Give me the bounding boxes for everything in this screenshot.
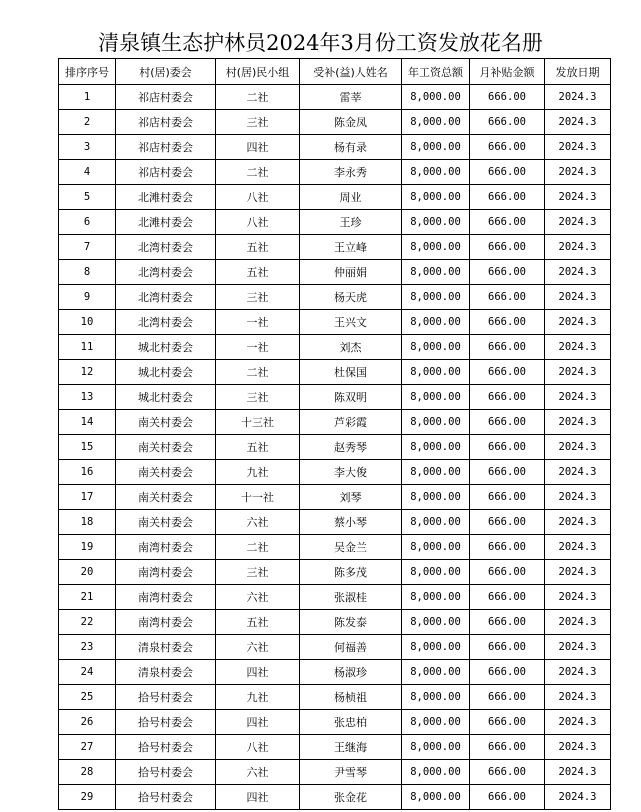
beneficiary-name-cell: 张金花 xyxy=(300,785,402,810)
table-header-row xyxy=(59,59,611,85)
village-group-cell: 五社 xyxy=(216,610,300,635)
village-group-cell: 四社 xyxy=(216,660,300,685)
monthly-subsidy-cell: 666.00 xyxy=(470,285,545,310)
table-row xyxy=(59,335,611,360)
table-row xyxy=(59,710,611,735)
monthly-subsidy-cell: 666.00 xyxy=(470,710,545,735)
payment-date-cell: 2024.3 xyxy=(545,635,611,660)
village-committee-cell: 清泉村委会 xyxy=(116,635,216,660)
table-row xyxy=(59,285,611,310)
beneficiary-name-cell: 杜保国 xyxy=(300,360,402,385)
table-row xyxy=(59,410,611,435)
payment-date-cell: 2024.3 xyxy=(545,660,611,685)
payment-date-cell: 2024.3 xyxy=(545,510,611,535)
beneficiary-name-cell: 张忠柏 xyxy=(300,710,402,735)
village-committee-cell: 南关村委会 xyxy=(116,460,216,485)
monthly-subsidy-cell: 666.00 xyxy=(470,535,545,560)
beneficiary-name-cell: 杨天虎 xyxy=(300,285,402,310)
village-group-cell: 五社 xyxy=(216,235,300,260)
payment-date-cell: 2024.3 xyxy=(545,235,611,260)
village-group-cell: 六社 xyxy=(216,510,300,535)
table-row xyxy=(59,310,611,335)
header-annual-salary: 年工资总额 xyxy=(402,59,470,85)
annual-salary-cell: 8,000.00 xyxy=(402,560,470,585)
monthly-subsidy-cell: 666.00 xyxy=(470,585,545,610)
serial-cell: 5 xyxy=(59,185,116,210)
serial-cell: 2 xyxy=(59,110,116,135)
monthly-subsidy-cell: 666.00 xyxy=(470,185,545,210)
annual-salary-cell: 8,000.00 xyxy=(402,685,470,710)
serial-cell: 21 xyxy=(59,585,116,610)
annual-salary-cell: 8,000.00 xyxy=(402,235,470,260)
payment-date-cell: 2024.3 xyxy=(545,585,611,610)
village-group-cell: 九社 xyxy=(216,685,300,710)
annual-salary-cell: 8,000.00 xyxy=(402,710,470,735)
village-group-cell: 一社 xyxy=(216,335,300,360)
header-serial: 排序序号 xyxy=(59,59,116,85)
village-group-cell: 二社 xyxy=(216,85,300,110)
page-title: 清泉镇生态护林员2024年3月份工资发放花名册 xyxy=(98,31,543,55)
annual-salary-cell: 8,000.00 xyxy=(402,535,470,560)
table-row xyxy=(59,160,611,185)
beneficiary-name-cell: 杨有录 xyxy=(300,135,402,160)
monthly-subsidy-cell: 666.00 xyxy=(470,735,545,760)
village-group-cell: 十三社 xyxy=(216,410,300,435)
beneficiary-name-cell: 赵秀琴 xyxy=(300,435,402,460)
table-row xyxy=(59,560,611,585)
village-group-cell: 三社 xyxy=(216,110,300,135)
beneficiary-name-cell: 王兴文 xyxy=(300,310,402,335)
village-committee-cell: 祁店村委会 xyxy=(116,85,216,110)
annual-salary-cell: 8,000.00 xyxy=(402,460,470,485)
header-monthly-subsidy: 月补贴金额 xyxy=(470,59,545,85)
monthly-subsidy-cell: 666.00 xyxy=(470,510,545,535)
monthly-subsidy-cell: 666.00 xyxy=(470,610,545,635)
beneficiary-name-cell: 吴金兰 xyxy=(300,535,402,560)
serial-cell: 8 xyxy=(59,260,116,285)
table-row xyxy=(59,635,611,660)
annual-salary-cell: 8,000.00 xyxy=(402,335,470,360)
annual-salary-cell: 8,000.00 xyxy=(402,85,470,110)
payment-date-cell: 2024.3 xyxy=(545,335,611,360)
monthly-subsidy-cell: 666.00 xyxy=(470,210,545,235)
annual-salary-cell: 8,000.00 xyxy=(402,510,470,535)
payment-date-cell: 2024.3 xyxy=(545,185,611,210)
village-committee-cell: 南关村委会 xyxy=(116,510,216,535)
village-committee-cell: 南关村委会 xyxy=(116,435,216,460)
monthly-subsidy-cell: 666.00 xyxy=(470,485,545,510)
table-row xyxy=(59,610,611,635)
serial-cell: 24 xyxy=(59,660,116,685)
table-row xyxy=(59,210,611,235)
payment-date-cell: 2024.3 xyxy=(545,260,611,285)
annual-salary-cell: 8,000.00 xyxy=(402,610,470,635)
monthly-subsidy-cell: 666.00 xyxy=(470,685,545,710)
monthly-subsidy-cell: 666.00 xyxy=(470,410,545,435)
table-row xyxy=(59,585,611,610)
village-committee-cell: 北滩村委会 xyxy=(116,210,216,235)
monthly-subsidy-cell: 666.00 xyxy=(470,135,545,160)
table-row xyxy=(59,535,611,560)
beneficiary-name-cell: 李永秀 xyxy=(300,160,402,185)
beneficiary-name-cell: 陈发泰 xyxy=(300,610,402,635)
village-committee-cell: 拾号村委会 xyxy=(116,785,216,810)
serial-cell: 7 xyxy=(59,235,116,260)
village-committee-cell: 北湾村委会 xyxy=(116,310,216,335)
beneficiary-name-cell: 何福善 xyxy=(300,635,402,660)
payment-date-cell: 2024.3 xyxy=(545,485,611,510)
payment-date-cell: 2024.3 xyxy=(545,410,611,435)
village-committee-cell: 清泉村委会 xyxy=(116,660,216,685)
annual-salary-cell: 8,000.00 xyxy=(402,585,470,610)
village-committee-cell: 城北村委会 xyxy=(116,360,216,385)
beneficiary-name-cell: 李大俊 xyxy=(300,460,402,485)
annual-salary-cell: 8,000.00 xyxy=(402,635,470,660)
village-committee-cell: 拾号村委会 xyxy=(116,735,216,760)
payment-date-cell: 2024.3 xyxy=(545,760,611,785)
village-group-cell: 九社 xyxy=(216,460,300,485)
monthly-subsidy-cell: 666.00 xyxy=(470,760,545,785)
serial-cell: 4 xyxy=(59,160,116,185)
village-group-cell: 四社 xyxy=(216,785,300,810)
village-group-cell: 八社 xyxy=(216,210,300,235)
monthly-subsidy-cell: 666.00 xyxy=(470,435,545,460)
monthly-subsidy-cell: 666.00 xyxy=(470,635,545,660)
village-group-cell: 三社 xyxy=(216,560,300,585)
village-group-cell: 二社 xyxy=(216,360,300,385)
serial-cell: 11 xyxy=(59,335,116,360)
beneficiary-name-cell: 陈双明 xyxy=(300,385,402,410)
table-row xyxy=(59,110,611,135)
serial-cell: 23 xyxy=(59,635,116,660)
village-group-cell: 四社 xyxy=(216,710,300,735)
serial-cell: 15 xyxy=(59,435,116,460)
village-group-cell: 三社 xyxy=(216,285,300,310)
header-payment-date: 发放日期 xyxy=(545,59,611,85)
payment-date-cell: 2024.3 xyxy=(545,160,611,185)
annual-salary-cell: 8,000.00 xyxy=(402,660,470,685)
table-row xyxy=(59,510,611,535)
table-body xyxy=(59,85,611,810)
annual-salary-cell: 8,000.00 xyxy=(402,135,470,160)
beneficiary-name-cell: 陈多茂 xyxy=(300,560,402,585)
beneficiary-name-cell: 王继海 xyxy=(300,735,402,760)
village-committee-cell: 拾号村委会 xyxy=(116,760,216,785)
payment-date-cell: 2024.3 xyxy=(545,435,611,460)
serial-cell: 17 xyxy=(59,485,116,510)
annual-salary-cell: 8,000.00 xyxy=(402,410,470,435)
village-committee-cell: 南湾村委会 xyxy=(116,535,216,560)
village-group-cell: 三社 xyxy=(216,385,300,410)
village-committee-cell: 城北村委会 xyxy=(116,335,216,360)
payment-date-cell: 2024.3 xyxy=(545,135,611,160)
table-row xyxy=(59,760,611,785)
payment-date-cell: 2024.3 xyxy=(545,710,611,735)
serial-cell: 22 xyxy=(59,610,116,635)
table-row xyxy=(59,660,611,685)
monthly-subsidy-cell: 666.00 xyxy=(470,160,545,185)
table-row xyxy=(59,235,611,260)
beneficiary-name-cell: 周业 xyxy=(300,185,402,210)
table-row xyxy=(59,435,611,460)
annual-salary-cell: 8,000.00 xyxy=(402,385,470,410)
monthly-subsidy-cell: 666.00 xyxy=(470,110,545,135)
village-group-cell: 四社 xyxy=(216,135,300,160)
payment-date-cell: 2024.3 xyxy=(545,310,611,335)
village-committee-cell: 北湾村委会 xyxy=(116,235,216,260)
table-row xyxy=(59,785,611,810)
village-committee-cell: 祁店村委会 xyxy=(116,135,216,160)
table-row xyxy=(59,260,611,285)
serial-cell: 19 xyxy=(59,535,116,560)
beneficiary-name-cell: 雷莘 xyxy=(300,85,402,110)
payment-date-cell: 2024.3 xyxy=(545,285,611,310)
payment-date-cell: 2024.3 xyxy=(545,460,611,485)
serial-cell: 3 xyxy=(59,135,116,160)
payment-date-cell: 2024.3 xyxy=(545,210,611,235)
beneficiary-name-cell: 芦彩霞 xyxy=(300,410,402,435)
annual-salary-cell: 8,000.00 xyxy=(402,210,470,235)
village-committee-cell: 北湾村委会 xyxy=(116,260,216,285)
table-row xyxy=(59,385,611,410)
annual-salary-cell: 8,000.00 xyxy=(402,160,470,185)
monthly-subsidy-cell: 666.00 xyxy=(470,560,545,585)
village-committee-cell: 南湾村委会 xyxy=(116,560,216,585)
table-row xyxy=(59,85,611,110)
monthly-subsidy-cell: 666.00 xyxy=(470,460,545,485)
serial-cell: 16 xyxy=(59,460,116,485)
village-group-cell: 二社 xyxy=(216,160,300,185)
village-committee-cell: 北湾村委会 xyxy=(116,285,216,310)
table-row xyxy=(59,685,611,710)
payment-date-cell: 2024.3 xyxy=(545,385,611,410)
village-committee-cell: 拾号村委会 xyxy=(116,685,216,710)
village-committee-cell: 拾号村委会 xyxy=(116,710,216,735)
beneficiary-name-cell: 尹雪琴 xyxy=(300,760,402,785)
annual-salary-cell: 8,000.00 xyxy=(402,360,470,385)
header-beneficiary-name: 受补(益)人姓名 xyxy=(300,59,402,85)
monthly-subsidy-cell: 666.00 xyxy=(470,335,545,360)
payment-date-cell: 2024.3 xyxy=(545,735,611,760)
table-row xyxy=(59,360,611,385)
table-row xyxy=(59,485,611,510)
beneficiary-name-cell: 王立峰 xyxy=(300,235,402,260)
payment-date-cell: 2024.3 xyxy=(545,685,611,710)
header-village-committee: 村(居)委会 xyxy=(116,59,216,85)
payment-date-cell: 2024.3 xyxy=(545,560,611,585)
beneficiary-name-cell: 仲丽娟 xyxy=(300,260,402,285)
village-group-cell: 一社 xyxy=(216,310,300,335)
beneficiary-name-cell: 杨桢祖 xyxy=(300,685,402,710)
serial-cell: 29 xyxy=(59,785,116,810)
annual-salary-cell: 8,000.00 xyxy=(402,185,470,210)
table-row xyxy=(59,185,611,210)
beneficiary-name-cell: 蔡小琴 xyxy=(300,510,402,535)
village-group-cell: 五社 xyxy=(216,435,300,460)
beneficiary-name-cell: 张淑桂 xyxy=(300,585,402,610)
annual-salary-cell: 8,000.00 xyxy=(402,310,470,335)
table-row xyxy=(59,135,611,160)
annual-salary-cell: 8,000.00 xyxy=(402,485,470,510)
serial-cell: 14 xyxy=(59,410,116,435)
monthly-subsidy-cell: 666.00 xyxy=(470,310,545,335)
serial-cell: 18 xyxy=(59,510,116,535)
village-committee-cell: 南湾村委会 xyxy=(116,585,216,610)
payroll-table xyxy=(58,58,611,810)
annual-salary-cell: 8,000.00 xyxy=(402,435,470,460)
serial-cell: 10 xyxy=(59,310,116,335)
annual-salary-cell: 8,000.00 xyxy=(402,285,470,310)
payment-date-cell: 2024.3 xyxy=(545,360,611,385)
table-row xyxy=(59,460,611,485)
monthly-subsidy-cell: 666.00 xyxy=(470,385,545,410)
monthly-subsidy-cell: 666.00 xyxy=(470,660,545,685)
payment-date-cell: 2024.3 xyxy=(545,110,611,135)
beneficiary-name-cell: 陈金凤 xyxy=(300,110,402,135)
village-committee-cell: 城北村委会 xyxy=(116,385,216,410)
serial-cell: 20 xyxy=(59,560,116,585)
header-village-group: 村(居)民小组 xyxy=(216,59,300,85)
village-committee-cell: 祁店村委会 xyxy=(116,160,216,185)
table-row xyxy=(59,735,611,760)
village-group-cell: 六社 xyxy=(216,635,300,660)
village-group-cell: 五社 xyxy=(216,260,300,285)
monthly-subsidy-cell: 666.00 xyxy=(470,785,545,810)
payment-date-cell: 2024.3 xyxy=(545,610,611,635)
monthly-subsidy-cell: 666.00 xyxy=(470,85,545,110)
serial-cell: 12 xyxy=(59,360,116,385)
annual-salary-cell: 8,000.00 xyxy=(402,735,470,760)
serial-cell: 13 xyxy=(59,385,116,410)
village-group-cell: 六社 xyxy=(216,585,300,610)
village-committee-cell: 南关村委会 xyxy=(116,485,216,510)
village-group-cell: 八社 xyxy=(216,735,300,760)
monthly-subsidy-cell: 666.00 xyxy=(470,360,545,385)
serial-cell: 1 xyxy=(59,85,116,110)
monthly-subsidy-cell: 666.00 xyxy=(470,235,545,260)
serial-cell: 28 xyxy=(59,760,116,785)
village-group-cell: 六社 xyxy=(216,760,300,785)
village-committee-cell: 祁店村委会 xyxy=(116,110,216,135)
beneficiary-name-cell: 杨淑珍 xyxy=(300,660,402,685)
village-committee-cell: 南关村委会 xyxy=(116,410,216,435)
annual-salary-cell: 8,000.00 xyxy=(402,785,470,810)
village-committee-cell: 北滩村委会 xyxy=(116,185,216,210)
annual-salary-cell: 8,000.00 xyxy=(402,260,470,285)
village-group-cell: 八社 xyxy=(216,185,300,210)
payment-date-cell: 2024.3 xyxy=(545,85,611,110)
village-group-cell: 十一社 xyxy=(216,485,300,510)
payment-date-cell: 2024.3 xyxy=(545,535,611,560)
beneficiary-name-cell: 刘杰 xyxy=(300,335,402,360)
payment-date-cell: 2024.3 xyxy=(545,785,611,810)
village-committee-cell: 南湾村委会 xyxy=(116,610,216,635)
beneficiary-name-cell: 王珍 xyxy=(300,210,402,235)
serial-cell: 9 xyxy=(59,285,116,310)
annual-salary-cell: 8,000.00 xyxy=(402,760,470,785)
beneficiary-name-cell: 刘琴 xyxy=(300,485,402,510)
village-group-cell: 二社 xyxy=(216,535,300,560)
serial-cell: 26 xyxy=(59,710,116,735)
serial-cell: 27 xyxy=(59,735,116,760)
monthly-subsidy-cell: 666.00 xyxy=(470,260,545,285)
serial-cell: 6 xyxy=(59,210,116,235)
serial-cell: 25 xyxy=(59,685,116,710)
annual-salary-cell: 8,000.00 xyxy=(402,110,470,135)
